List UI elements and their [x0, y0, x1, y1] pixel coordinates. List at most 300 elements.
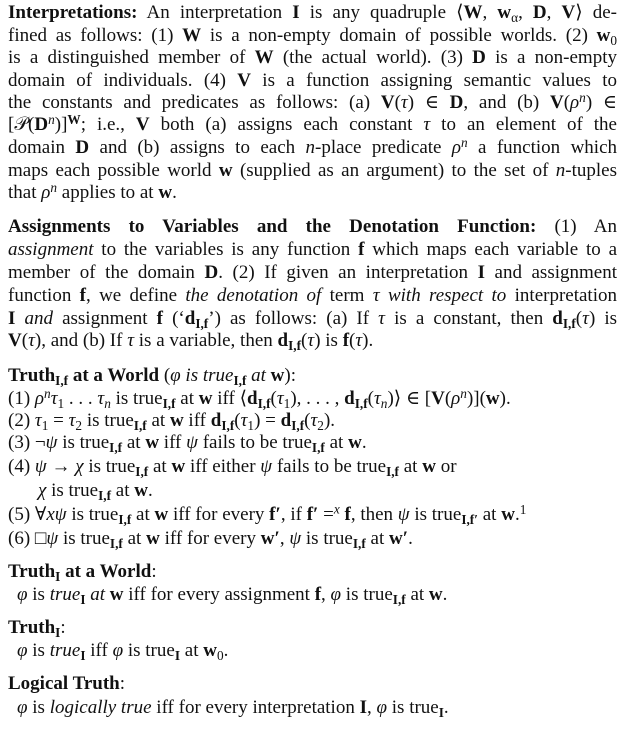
text-run: the denotation of	[185, 285, 322, 306]
text-run: I,f	[386, 463, 399, 479]
text-run: at	[251, 365, 266, 386]
text-run: with respect to	[387, 285, 507, 306]
text-run: at	[324, 432, 349, 453]
text-run: d	[552, 308, 563, 329]
text-run: and (b) assigns to each	[89, 137, 306, 158]
text-run: I,f	[233, 372, 247, 388]
text-line	[8, 433, 617, 453]
text-run: (3) ¬	[8, 432, 46, 453]
text-run: w	[109, 584, 124, 605]
text-run: φ	[376, 697, 388, 718]
text-run: →	[46, 456, 76, 477]
text-run: .	[172, 182, 177, 203]
text-run: τ	[97, 388, 105, 409]
text-run: .	[443, 697, 449, 718]
text-run: I,f	[291, 417, 305, 433]
text-run: I	[55, 624, 61, 640]
text-run: w	[218, 160, 233, 181]
text-run: )]	[54, 114, 68, 135]
section-heading-line	[8, 217, 617, 237]
text-run: is true	[185, 365, 234, 386]
text-run: at	[90, 584, 106, 605]
text-line	[8, 263, 617, 283]
text-run: ), and (b) If	[34, 330, 128, 351]
text-run: iff for every	[168, 504, 270, 525]
text-run: w	[270, 365, 285, 386]
text-run: τ	[582, 308, 589, 329]
text-run: I,f	[55, 372, 69, 388]
text-run: n	[380, 395, 388, 411]
bold-heading-text: Truth	[8, 561, 56, 582]
text-line	[8, 331, 617, 351]
text-run: n	[44, 386, 51, 402]
text-run: τ	[127, 330, 135, 351]
text-run: D	[532, 2, 547, 23]
text-run: 1	[57, 395, 65, 411]
text-run: is true	[57, 432, 110, 453]
bold-heading-text: Logical Truth	[8, 673, 120, 694]
text-run: w′	[389, 528, 409, 549]
text-run: ψ	[289, 528, 302, 549]
text-run: w	[596, 25, 611, 46]
text-line	[8, 180, 617, 203]
text-run: is true	[58, 528, 110, 549]
text-run: I,f	[221, 417, 235, 433]
text-run: χ	[38, 480, 47, 501]
text-run: -tuples	[565, 160, 617, 181]
text-line	[8, 411, 617, 431]
text-line	[17, 641, 617, 661]
text-run: =	[318, 504, 334, 525]
text-run: at	[148, 456, 172, 477]
text-run: φ	[112, 640, 124, 661]
text-run: at	[399, 456, 423, 477]
bold-heading-text: Truth	[8, 617, 56, 638]
text-run: iff for every assignment	[123, 584, 315, 605]
text-run: D	[472, 47, 486, 68]
text-run: (	[21, 330, 29, 351]
text-run: is a variable, then	[134, 330, 278, 351]
text-run: I,f	[288, 337, 302, 353]
text-run: φ	[330, 584, 342, 605]
text-run: I,f	[392, 591, 406, 607]
text-run: w	[171, 456, 186, 477]
text-run: I	[174, 647, 181, 663]
text-run: V	[380, 92, 395, 113]
text-run: w	[501, 504, 515, 525]
section-heading-line	[8, 674, 617, 694]
text-run: , and (b)	[463, 92, 550, 113]
text-line	[8, 309, 617, 329]
text-run: 2	[75, 417, 83, 433]
text-run: at	[175, 388, 199, 409]
text-run: τ	[68, 410, 76, 431]
text-run: φ	[17, 584, 28, 605]
bold-heading-text: Truth	[8, 365, 56, 386]
text-run: , then	[350, 504, 398, 525]
text-run: ψ	[186, 432, 198, 453]
text-run: )⟩ ∈ [	[387, 388, 432, 409]
bold-heading-text: at a World	[60, 561, 152, 582]
text-run: at	[477, 504, 502, 525]
text-run: domain	[8, 137, 76, 158]
text-run: (6) □	[8, 528, 47, 549]
text-run: that	[8, 182, 42, 203]
text-run: (	[394, 92, 401, 113]
text-run: w	[203, 640, 217, 661]
text-run: , if	[280, 504, 307, 525]
text-line	[17, 698, 617, 718]
text-run: ψ	[46, 528, 59, 549]
text-run: τ	[400, 92, 408, 113]
text-run: ).	[362, 330, 374, 351]
text-run: I	[292, 2, 300, 23]
text-run: is true	[83, 456, 136, 477]
text-run: , we define	[85, 285, 186, 306]
text-run: =	[48, 410, 69, 431]
text-run: .	[223, 640, 229, 661]
text-run: (2)	[8, 410, 35, 431]
text-run: or	[435, 456, 457, 477]
text-run: function	[8, 285, 80, 306]
text-run: xψ	[46, 504, 67, 525]
text-run: w	[485, 388, 500, 409]
text-run: f	[342, 330, 350, 351]
text-run: is true	[82, 410, 134, 431]
text-run: fails to be true	[272, 456, 387, 477]
text-run: ,	[546, 2, 562, 23]
text-run: ) is	[588, 308, 618, 329]
bold-heading-text: Interpretations:	[8, 2, 138, 23]
text-run: I,f	[195, 315, 209, 331]
text-run: n	[50, 180, 58, 196]
text-run: w	[198, 388, 213, 409]
text-run: w	[134, 480, 148, 501]
text-run: both (a) assigns each constant	[149, 114, 424, 135]
text-run: (	[301, 330, 308, 351]
text-run: I,f	[257, 395, 271, 411]
text-run: and assignment	[484, 262, 617, 283]
text-run: is a function assigning semantic values to	[251, 70, 617, 91]
text-line	[8, 48, 617, 68]
text-run: I	[80, 591, 86, 607]
text-run: )](	[466, 388, 486, 409]
text-run: assignment	[53, 308, 157, 329]
text-run: iff	[183, 410, 211, 431]
text-run: d	[277, 330, 289, 351]
bold-heading-text: I,f′	[461, 511, 478, 527]
text-run: fined as follows: (1)	[8, 25, 183, 46]
text-run: f	[358, 239, 365, 260]
text-run: φ	[170, 365, 181, 386]
text-run: w	[169, 410, 184, 431]
text-run: is	[27, 640, 50, 661]
text-run: assignment	[8, 239, 94, 260]
section-heading-line	[8, 618, 617, 638]
text-run: n	[48, 112, 55, 128]
text-run: W	[254, 47, 274, 68]
text-run: ψ	[260, 456, 273, 477]
text-run: I	[438, 704, 444, 720]
text-run: iff	[85, 640, 113, 661]
text-run: is	[27, 584, 50, 605]
text-run: to an element of the	[430, 114, 617, 135]
text-run: V	[135, 114, 150, 135]
text-run: 0	[610, 32, 617, 48]
text-run: (1)	[8, 388, 35, 409]
text-line	[8, 286, 617, 306]
text-run: I,f	[352, 535, 366, 551]
text-run: I,f	[354, 395, 368, 411]
text-run: ) ∈	[407, 92, 450, 113]
text-run: at	[111, 480, 135, 501]
text-run: (	[304, 410, 311, 431]
text-run: and	[24, 308, 53, 329]
text-run: τ	[310, 410, 318, 431]
text-run: logically true	[49, 697, 152, 718]
text-run: .	[408, 528, 413, 549]
text-run: is true	[387, 697, 439, 718]
text-run: ,	[518, 2, 533, 23]
text-run: fails to be true	[197, 432, 312, 453]
text-run: f	[344, 504, 351, 525]
text-run: D	[75, 137, 90, 158]
text-run: ’) as follows: (a) If	[208, 308, 379, 329]
text-run: n	[579, 90, 586, 106]
text-run: at	[405, 584, 429, 605]
text-run: w	[497, 2, 512, 23]
text-run: is a constant, then	[384, 308, 553, 329]
text-run: ρ	[451, 388, 461, 409]
text-run: ρ	[34, 388, 45, 409]
text-run: iff for every	[159, 528, 261, 549]
text-run: 0	[216, 647, 224, 663]
text-run: w	[158, 182, 173, 203]
text-run: ψ	[34, 456, 47, 477]
text-run: is true	[409, 504, 462, 525]
text-run: I,f	[135, 463, 149, 479]
text-run: (	[575, 308, 583, 329]
text-run: τ	[378, 308, 385, 329]
text-run: (	[367, 388, 374, 409]
text-run: f	[314, 584, 322, 605]
text-run: D	[204, 262, 219, 283]
text-run: d	[247, 388, 258, 409]
text-run: W	[463, 2, 483, 23]
text-line	[17, 585, 617, 605]
text-run: τ	[372, 285, 380, 306]
text-run: true	[49, 640, 81, 661]
text-run: ρ	[41, 182, 51, 203]
text-run: n	[104, 395, 111, 411]
text-run: iff either	[185, 456, 261, 477]
text-run: . (2) If given an interpretation	[218, 262, 478, 283]
text-run: 2	[317, 417, 324, 433]
text-line	[8, 501, 617, 527]
text-run: ψ	[397, 504, 410, 525]
text-line	[8, 161, 617, 181]
text-line	[8, 112, 617, 135]
text-run: ) is	[314, 330, 343, 351]
text-run: I,f	[562, 315, 576, 331]
text-run: iff ⟨	[212, 388, 247, 409]
text-run: d	[344, 388, 355, 409]
text-run: ).	[499, 388, 511, 409]
text-run: ρ	[570, 92, 580, 113]
text-run: χ	[75, 456, 84, 477]
text-run: is a non-empty	[485, 47, 617, 68]
text-run: τ	[240, 410, 248, 431]
text-line	[8, 26, 617, 46]
text-run: :	[151, 561, 157, 582]
text-run: x	[333, 501, 340, 517]
text-run: iff for every interpretation	[151, 697, 360, 718]
text-run: ), . . . ,	[290, 388, 345, 409]
text-run: at	[122, 528, 147, 549]
text-run: the constants and predicates as follows: (a)	[8, 92, 381, 113]
text-run: ,	[367, 697, 377, 718]
text-run: which maps each variable to a	[364, 239, 618, 260]
text-run: w	[146, 528, 160, 549]
text-run: w′	[260, 528, 280, 549]
text-run: I,f	[109, 439, 123, 455]
text-run: at	[365, 528, 390, 549]
text-run: term	[321, 285, 373, 306]
text-run	[15, 308, 24, 329]
text-run: 1	[247, 417, 255, 433]
text-run: I,f	[162, 395, 176, 411]
text-run: ,	[321, 584, 331, 605]
text-line	[8, 386, 617, 411]
text-run: τ	[276, 388, 284, 409]
text-line	[8, 457, 617, 477]
text-run: d	[210, 410, 222, 431]
text-run: (	[444, 388, 452, 409]
text-run: at	[131, 504, 155, 525]
text-run: n	[460, 135, 468, 151]
text-run: ,	[482, 2, 498, 23]
text-run: ⟩ de-	[575, 2, 617, 23]
text-run: .	[442, 584, 448, 605]
text-run: is true	[66, 504, 119, 525]
text-run: V	[237, 70, 252, 91]
text-run: ρ	[451, 137, 461, 158]
text-run: 1	[283, 395, 291, 411]
text-run: I,f	[311, 439, 325, 455]
text-run: I	[477, 262, 485, 283]
text-run: d	[280, 410, 292, 431]
text-line	[8, 529, 617, 549]
text-run: n	[305, 137, 316, 158]
text-run: is true	[110, 388, 163, 409]
text-run: V	[549, 92, 564, 113]
text-run: w	[154, 504, 169, 525]
text-run: (	[349, 330, 356, 351]
text-run: D	[449, 92, 464, 113]
text-run: (1) An	[536, 216, 617, 237]
text-run: f′	[269, 504, 281, 525]
text-run: is a non-empty domain of possible worlds. (2)	[201, 25, 597, 46]
text-run: τ	[307, 330, 315, 351]
text-line	[8, 3, 617, 23]
text-run: I,f	[109, 535, 123, 551]
text-run: is true	[123, 640, 175, 661]
text-run: φ	[17, 697, 28, 718]
text-run: V	[431, 388, 445, 409]
text-run: τ	[34, 410, 42, 431]
text-run: w	[428, 584, 443, 605]
text-run: (5) ∀	[8, 504, 47, 525]
text-run: domain of individuals. (4)	[8, 70, 238, 91]
text-run: (‘	[162, 308, 185, 329]
text-run: I	[80, 647, 86, 663]
text-run: V	[8, 330, 22, 351]
text-run: D	[34, 114, 49, 135]
text-run: to the variables is any function	[93, 239, 359, 260]
text-run: is true	[301, 528, 353, 549]
text-run: is any quadruple ⟨	[299, 2, 464, 23]
text-run: true	[49, 584, 81, 605]
text-run: :	[119, 673, 126, 694]
section-heading-line	[8, 366, 617, 386]
text-run: ) ∈	[585, 92, 617, 113]
text-run: (the actual world). (3)	[273, 47, 473, 68]
text-run: (supplied as an argument) to the set of	[232, 160, 556, 181]
text-run: An interpretation	[137, 2, 293, 23]
text-run: (	[270, 388, 277, 409]
text-run: n	[555, 160, 566, 181]
text-run: (4)	[8, 456, 35, 477]
text-run: f	[156, 308, 163, 329]
text-run: is true	[46, 480, 99, 501]
text-line	[8, 71, 617, 91]
text-run: .	[514, 504, 520, 525]
text-run: f′	[306, 504, 319, 525]
text-line	[38, 481, 617, 501]
bold-heading-text: at a World	[68, 365, 160, 386]
text-run: maps each possible world	[8, 160, 219, 181]
text-run: at	[180, 640, 204, 661]
text-run: (	[159, 365, 171, 386]
text-run: is true	[341, 584, 393, 605]
text-run: is a distinguished member of	[8, 47, 255, 68]
text-run: (	[563, 92, 571, 113]
text-line	[8, 135, 618, 158]
text-run: interpretation	[506, 285, 617, 306]
text-run: I,f	[118, 511, 132, 527]
bold-heading-text: Assignments to Variables and the Denotation Function:	[8, 216, 537, 237]
text-run: τ	[423, 114, 431, 135]
text-run: w	[422, 456, 436, 477]
text-run: . . .	[64, 388, 98, 409]
text-run: W	[67, 112, 81, 128]
text-run: ).	[323, 410, 336, 431]
text-run: a function which	[467, 137, 618, 158]
text-run: d	[184, 308, 196, 329]
text-run: τ	[355, 330, 363, 351]
text-run: I,f	[133, 417, 147, 433]
text-run: τ	[373, 388, 381, 409]
text-run: V	[561, 2, 576, 23]
text-run: 1	[519, 502, 527, 518]
text-run: f	[79, 285, 86, 306]
text-run: ) =	[254, 410, 281, 431]
text-line	[8, 240, 617, 260]
text-run: ,	[279, 528, 290, 549]
text-run: I,f	[98, 487, 112, 503]
text-run: [𝒫(	[8, 114, 35, 135]
text-run: (	[234, 410, 241, 431]
